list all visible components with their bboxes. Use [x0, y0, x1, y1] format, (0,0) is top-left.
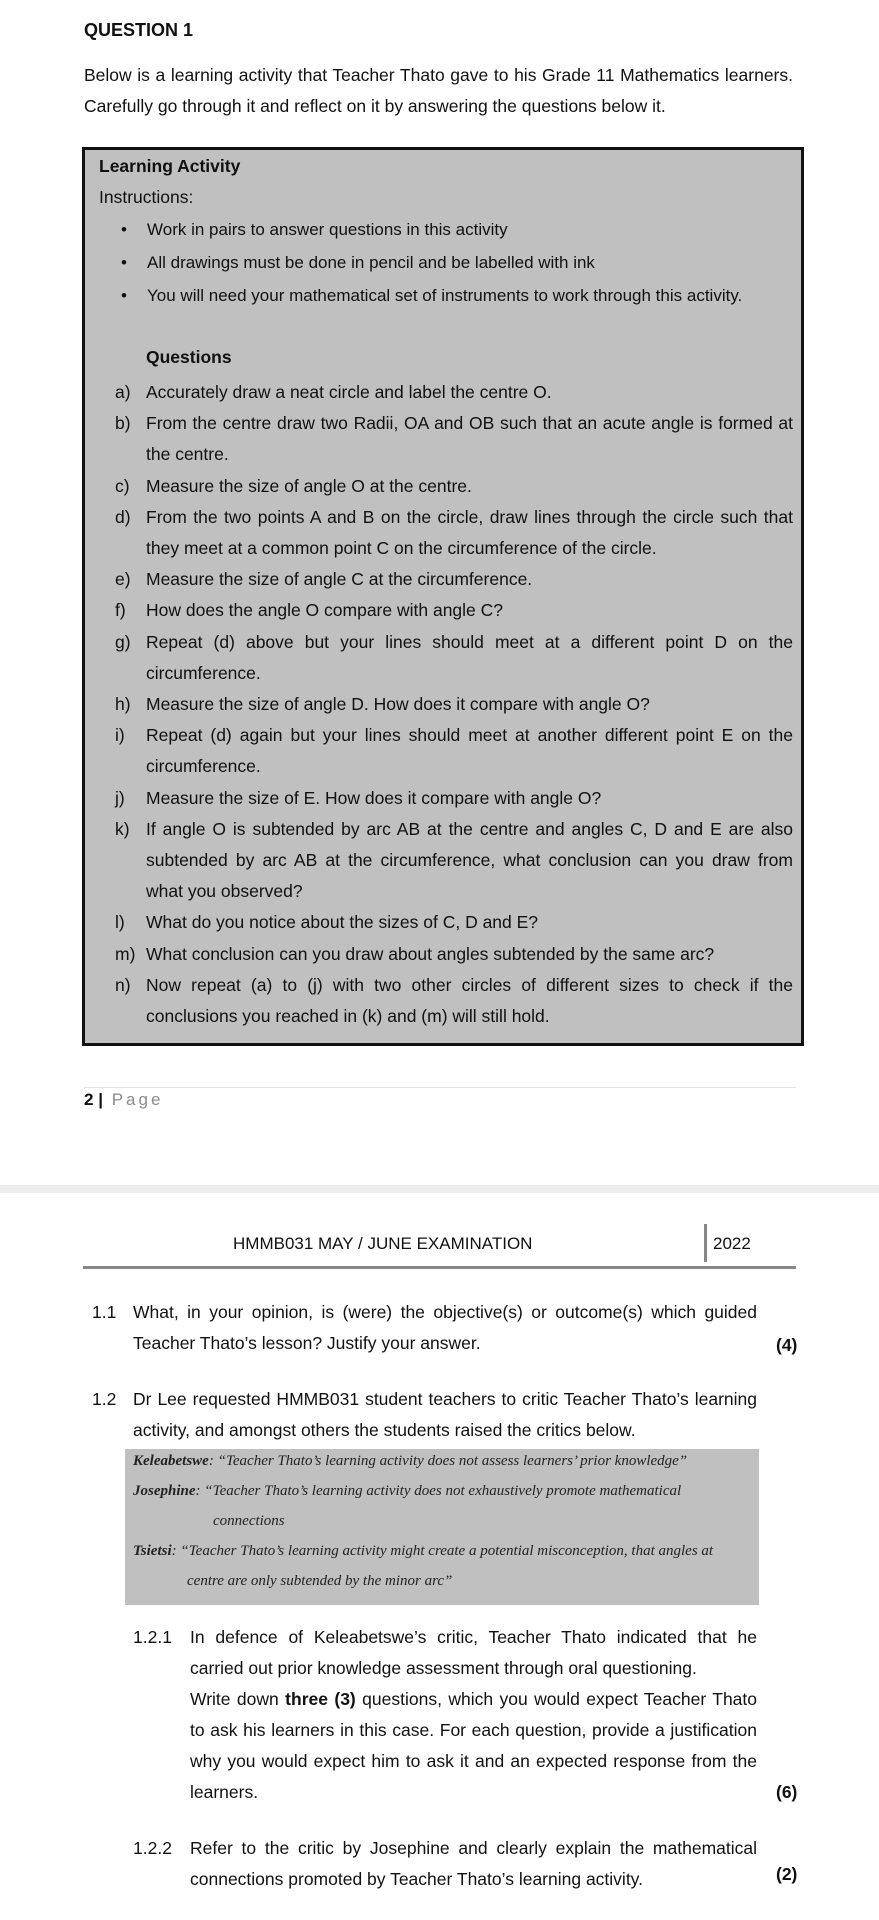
critic-name: Keleabetswe: [133, 1453, 209, 1469]
activity-question: m) What conclusion can you draw about angles subtended by the same arc?: [115, 943, 715, 964]
page-gap: [0, 1185, 879, 1193]
question-text: In defence of Keleabetswe’s critic, Teacher Thato indicated that he carried out prior knowledge assessment through oral questioning. Write down three (3) questions, which you would expect Teacher Thato to ask his learners in this case. For each question, provide a justification why you would expect him to ask it and an expected response from the learners.: [190, 1627, 757, 1802]
bullet-icon: •: [121, 286, 127, 305]
marks-badge: (4): [776, 1335, 798, 1355]
critic-josephine: [133, 1483, 681, 1500]
activity-question: k) If angle O is subtended by arc AB at the centre and angles C, D and E are also subtended by arc AB at the circumference, what conclusion can you draw from what you observed?: [115, 818, 793, 902]
document-page-2: [0, 1193, 879, 1920]
question-number: 1.2.2: [133, 1838, 172, 1858]
critic-quote: : “Teacher Thato’s learning activity might create a potential misconception, that angles at: [171, 1543, 714, 1559]
critics-box: [125, 1449, 759, 1605]
marks-badge: (2): [776, 1864, 798, 1884]
critic-quote: : “Teacher Thato’s learning activity does not exhaustively promote mathematical: [195, 1483, 682, 1499]
question-number: 1.2.1: [133, 1627, 172, 1647]
activity-question: n) Now repeat (a) to (j) with two other circles of different sizes to check if the conclusions you reached in (k) and (m) will still hold.: [115, 974, 793, 1027]
activity-question: c) Measure the size of angle O at the centre.: [115, 475, 472, 496]
instruction-list: [115, 218, 795, 317]
activity-question: b) From the centre draw two Radii, OA and OB such that an acute angle is formed at the centre.: [115, 413, 793, 465]
footer-divider: [84, 1087, 796, 1088]
question-number: 1.2: [92, 1389, 117, 1409]
activity-question: l) What do you notice about the sizes of C, D and E?: [115, 912, 539, 933]
instruction-item: • All drawings must be done in pencil and be labelled with ink: [115, 251, 795, 284]
page-separator: |: [98, 1090, 103, 1109]
question-heading: QUESTION 1: [84, 20, 194, 40]
activity-question: g) Repeat (d) above but your lines should meet at a different point D on the circumference.: [115, 631, 793, 683]
activity-question: i) Repeat (d) again but your lines should meet at another different point E on the circumference.: [115, 725, 793, 777]
activity-question-list: [115, 377, 793, 1032]
activity-question: h) Measure the size of angle D. How does it compare with angle O?: [115, 694, 650, 715]
activity-question: f) How does the angle O compare with angle C?: [115, 600, 504, 621]
instruction-item: • Work in pairs to answer questions in this activity: [115, 218, 795, 251]
question-number: 1.1: [92, 1302, 117, 1322]
page-footer: [84, 1090, 163, 1110]
question-1-2: [92, 1384, 757, 1448]
page-number: 2: [84, 1090, 94, 1109]
marks-badge: (6): [776, 1782, 798, 1802]
question-text: Refer to the critic by Josephine and clearly explain the mathematical connections promoted by Teacher Thato’s learning activity.: [190, 1838, 757, 1889]
critic-name: Josephine: [133, 1483, 196, 1499]
exam-year: 2022: [713, 1234, 751, 1253]
critic-keleabetswe: [133, 1453, 687, 1470]
exam-title: HMMB031 MAY / JUNE EXAMINATION: [233, 1234, 533, 1253]
questions-title: Questions: [146, 347, 232, 367]
bullet-icon: •: [121, 220, 127, 239]
activity-question: e) Measure the size of angle C at the circumference.: [115, 569, 533, 590]
learning-activity-box: [82, 147, 804, 1046]
activity-title: Learning Activity: [99, 156, 241, 176]
question-text: Dr Lee requested HMMB031 student teachers to critic Teacher Thato’s learning activity, and amongst others the students raised the critics below.: [133, 1389, 757, 1440]
page-word: Page: [111, 1090, 164, 1109]
critic-quote: : “Teacher Thato’s learning activity does not assess learners’ prior knowledge”: [208, 1453, 688, 1469]
question-text: What, in your opinion, is (were) the objective(s) or outcome(s) which guided Teacher Thato’s lesson? Justify your answer.: [133, 1302, 757, 1353]
question-1-2-1: [133, 1622, 757, 1822]
critic-continuation: connections: [213, 1513, 285, 1529]
activity-question: j) Measure the size of E. How does it compare with angle O?: [115, 787, 602, 808]
activity-question: d) From the two points A and B on the circle, draw lines through the circle such that they meet at a common point C on the circumference of the circle.: [115, 506, 793, 559]
critic-name: Tsietsi: [133, 1543, 172, 1559]
exam-header: [83, 1230, 796, 1269]
critic-tsietsi: [133, 1543, 713, 1560]
question-1-1: [92, 1297, 757, 1367]
instructions-label: Instructions:: [99, 187, 194, 207]
bullet-icon: •: [121, 253, 127, 272]
activity-question: a) Accurately draw a neat circle and label the centre O.: [115, 382, 552, 402]
instruction-item: • You will need your mathematical set of instruments to work through this activity.: [115, 284, 795, 317]
header-separator: [704, 1224, 707, 1262]
critic-continuation: centre are only subtended by the minor arc”: [187, 1573, 453, 1589]
question-intro: Below is a learning activity that Teacher Thato gave to his Grade 11 Mathematics learners. Carefully go through it and reflect on it by answering the questions below it.: [84, 65, 793, 116]
question-1-2-2: [133, 1833, 757, 1899]
